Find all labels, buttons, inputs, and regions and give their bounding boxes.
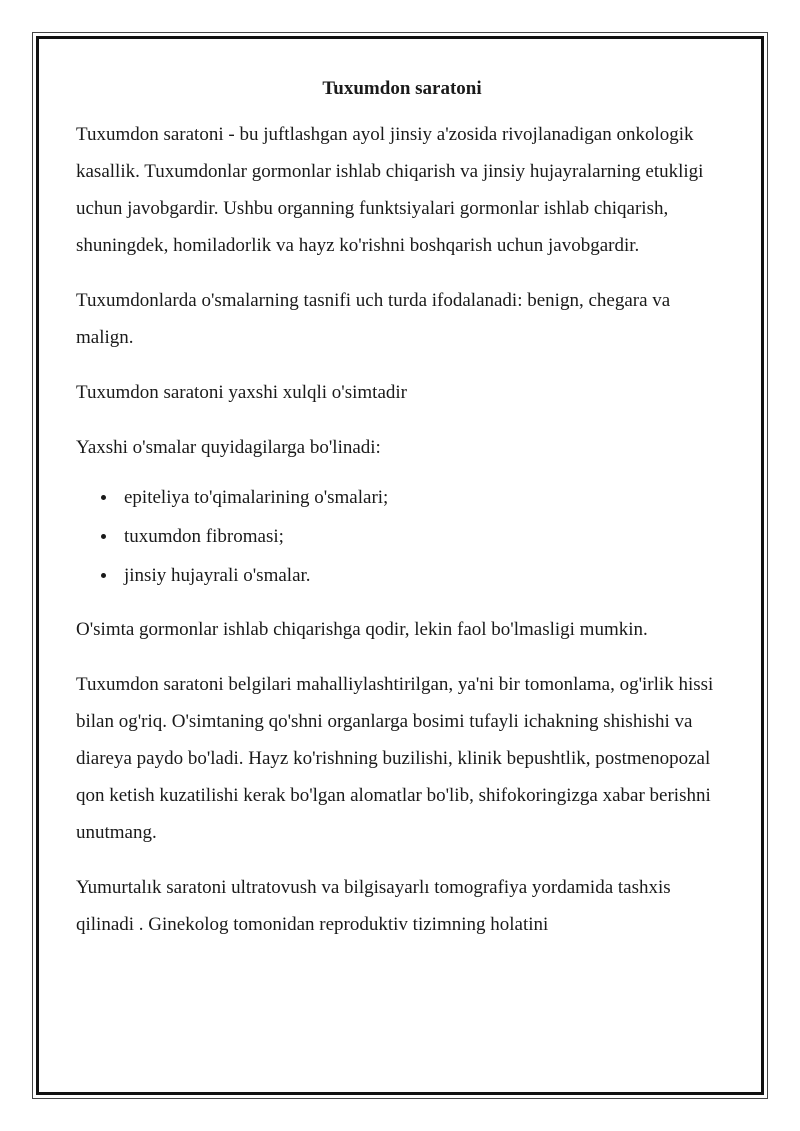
- list-item-text: epiteliya to'qimalarining o'smalari;: [124, 487, 389, 508]
- paragraph-classification: Tuxumdonlarda o'smalarning tasnifi uch turda ifodalanadi: benign, chegara va malign.: [76, 290, 671, 348]
- bullet-icon: [101, 573, 106, 578]
- bullet-icon: [101, 534, 106, 539]
- tumor-types-list: [76, 478, 728, 595]
- list-item: [76, 478, 728, 517]
- list-item-text: jinsiy hujayrali o'smalar.: [124, 565, 311, 586]
- list-item: [76, 517, 728, 556]
- paragraph-benign-statement: Tuxumdon saratoni yaxshi xulqli o'simtadir: [76, 382, 407, 403]
- bullet-icon: [101, 495, 106, 500]
- paragraph-hormones: O'simta gormonlar ishlab chiqarishga qodir, lekin faol bo'lmasligi mumkin.: [76, 619, 648, 640]
- paragraph-diagnosis: Yumurtalık saratoni ultratovush va bilgisayarlı tomografiya yordamida tashxis qilinadi . Ginekolog tomonidan reproduktiv tizimning holatini: [76, 877, 671, 935]
- paragraph-intro: Tuxumdon saratoni - bu juftlashgan ayol jinsiy a'zosida rivojlanadigan onkologik kasallik. Tuxumdonlar gormonlar ishlab chiqarish va jinsiy hujayralarning etukligi uchun javobgardir. Ushbu organning funktsiyalari gormonlar ishlab chiqarish, shuningdek, homiladorlik va hayz ko'rishni boshqarish uchun javobgardir.: [76, 124, 704, 256]
- document-title: Tuxumdon saratoni: [322, 78, 482, 99]
- list-item-text: tuxumdon fibromasi;: [124, 526, 284, 547]
- paragraph-symptoms: Tuxumdon saratoni belgilari mahalliylashtirilgan, ya'ni bir tomonlama, og'irlik hissi bilan og'riq. O'simtaning qo'shni organlarga bosimi tufayli ichakning shishishi va diareya paydo bo'ladi. Hayz ko'rishning buzilishi, klinik bepushtlik, postmenopozal qon ketish kuzatilishi kerak bo'lgan alomatlar bo'lib, shifokoringizga xabar berishni unutmang.: [76, 674, 714, 843]
- list-item: [76, 556, 728, 595]
- paragraph-list-intro: Yaxshi o'smalar quyidagilarga bo'linadi:: [76, 437, 381, 458]
- document-body: [76, 76, 728, 961]
